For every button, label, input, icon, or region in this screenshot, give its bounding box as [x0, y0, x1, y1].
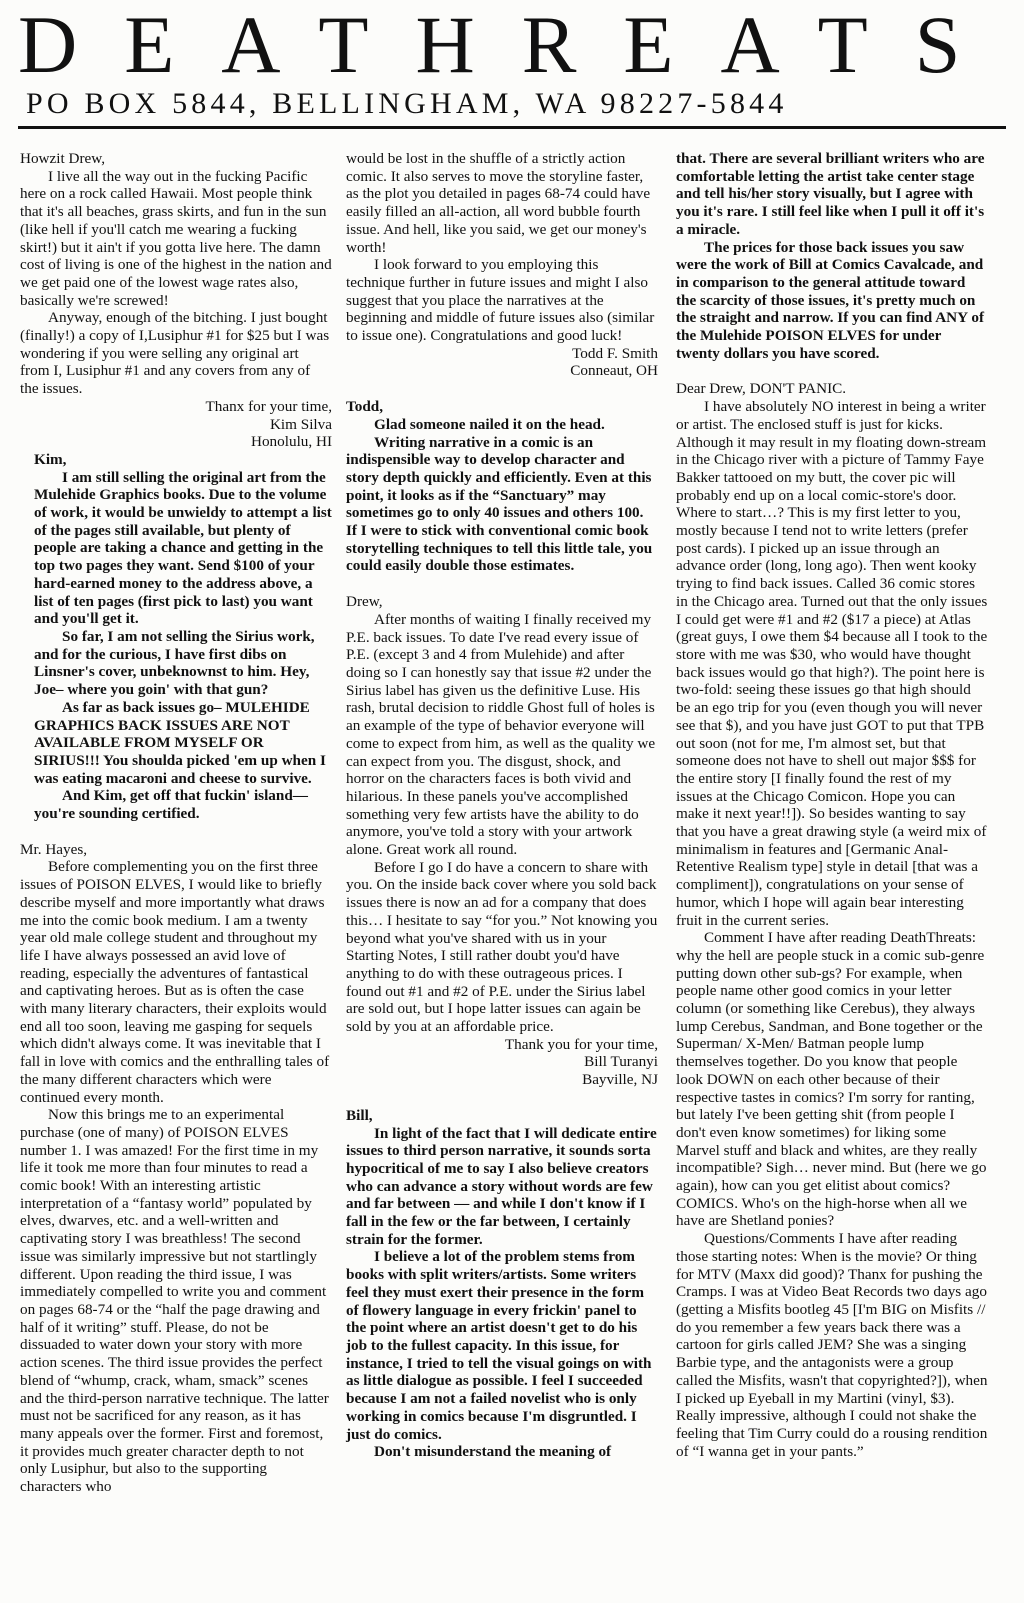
response-paragraph: The prices for those back issues you saw were the work of Bill at Comics Cavalcade, and in comparison to the general attitude toward the scarcity of those issues, it's pretty much on the straight and narrow. If you can find ANY of the Mulehide POISON ELVES for under twenty dollars you have scored.: [676, 238, 984, 362]
letter-paragraph: Questions/Comments I have after reading those starting notes: When is the movie? Or thing for MTV (Maxx did good)? Thanx for pushing the Cramps. I was at Video Beat Records two days ago (getting a Misfits bootleg 45 [I'm BIG on Misfits // do you remember a few years back there was a cartoon for girls called JEM? She was a singing Barbie type, and the antagonists were a group called the Misfits, wasn't that copyrighted?]), when I picked up Eyeball in my Martini (vinyl, $3). Really impressive, although I could not shake the feeling that Tim Curry could do a rousing rendition of “I wanna get in your pants.”: [676, 1230, 988, 1460]
editor-response: [346, 398, 658, 575]
letter-paragraph: Comment I have after reading DeathThreats: why the hell are people stuck in a comic sub-genre putting down other sub-gs? For example, when people name other good comics in your letter column (or something like Cerebus), they always lump Cerebus, Sandman, and Bone together or the Superman/ X-Men/ Batman people lump themselves together. Do you know that people look DOWN on each other because of their respective tastes in comics? I'm sorry for ranting, but lately I've been getting shit (from people I don't even know sometimes) for liking some Marvel stuff and black and whites, are they really incompatible? Sigh… never mind. But (here we go again), how can you get elitist about comics? COMICS. Who's on the high-horse when all we have are Shetland ponies?: [676, 929, 987, 1230]
letter-signature: Kim Silva: [269, 415, 332, 433]
letter-signature: Bill Turanyi: [584, 1053, 658, 1071]
letter-paragraph: I have absolutely NO interest in being a writer or artist. The enclosed stuff is just for kicks. Although it may result in my floating down-stream in the Chicago river with a picture of Tammy Faye Bakker tattooed on my butt, the cover pic will probably end up on a local comic-store's door. Where to start…? This is my first letter to you, mostly because I tend not to write letters (prefer post cards). I picked up an issue through an advance order (long, long ago). Then went kooky trying to find back issues. Called 36 comic stores in the Chicago area. Turned out that the only issues I could get were #1 and #2 ($17 a piece) at Atlas (great guys, I owe them $4 because all I took to the store with me was $30, who would have thought back issues would go that high?). The point here is two-fold: seeing these issues go that high should be an ego trip for you (even though you will never see that $), and you have just GOT to put that TPB out soon (not for me, I'm almost set, but that someone does not have to shell out major $$$ for the entire story [I finally found the rest of my issues at the Chicago Comicon. Hope you can make it next year!!]). So besides wanting to say that you have a great drawing style (a weird mix of minimalism in features and [Germanic Anal-Retentive Realism type] style in detail [that was a compliment]), congratulations on your sense of humor, which I hope will again bear interesting fruit in the current series.: [676, 398, 988, 929]
masthead-rule: [18, 126, 1006, 129]
letter-signoff: Thank you for your time,: [504, 1035, 658, 1053]
editor-response: [34, 451, 332, 823]
response-paragraph: Glad someone nailed it on the head.: [374, 415, 605, 433]
response-paragraph: In light of the fact that I will dedicate entire issues to third person narrative, it sounds sorta hypocritical of me to say I also believe creators who can advance a story without words are few and far between — and while I don't know if I fall in the few or the far between, I certainly strain for the former.: [346, 1124, 657, 1248]
column-2: [346, 150, 658, 1461]
letter-salutation: Dear Drew, DON'T PANIC.: [676, 380, 847, 398]
response-salutation: Todd,: [346, 398, 384, 416]
response-salutation: Bill,: [346, 1106, 373, 1124]
masthead-address: PO BOX 5844, BELLINGHAM, WA 98227-5844: [26, 87, 788, 120]
response-paragraph: And Kim, get off that fuckin' island— you're sounding certified.: [34, 787, 308, 823]
response-paragraph: I believe a lot of the problem stems from books with split writers/artists. Some writers feel they must exert their presence in the form of flowery language in every frickin' panel to the point where an artist doesn't get to do his job to the fullest capacity. In this issue, for instance, I tried to tell the visual goings on with as little dialogue as possible. I feel I succeeded because I am not a failed novelist who is only working in comics because I'm disgruntled. I just do comics.: [346, 1248, 652, 1443]
column-1: [20, 150, 332, 1496]
letter-salutation: Drew,: [346, 593, 383, 611]
letter-paragraph: would be lost in the shuffle of a strictly action comic. It also serves to move the storyline faster, as the plot you detailed in pages 68-74 could have easily filled an all-action, all word bubble fourth issue. And hell, like you said, we get our money's worth!: [346, 150, 651, 256]
letter-paragraph: Anyway, enough of the bitching. I just bought (finally!) a copy of I,Lusiphur #1 for $25 but I was wondering if you were selling any original art from I, Lusiphur #1 and any covers from any of the issues.: [20, 309, 330, 398]
letter-location: Conneaut, OH: [570, 362, 658, 380]
editor-response: [676, 150, 988, 362]
letter-paragraph: Before I go I do have a concern to share with you. On the inside back cover where you sold back issues there is now an ad for a company that does this… I hesitate to say “for you.” Not knowing you beyond what you've shared with us in your Starting Notes, I still rather doubt you'd have anything to do with these outrageous prices. I found out #1 and #2 of P.E. under the Sirius label are sold out, but I hope latter issues can again be sold by you at an affordable price.: [346, 858, 658, 1036]
response-paragraph: that. There are several brilliant writers who are comfortable letting the artist take center stage and tell his/her story visually, but I agree with you it's rare. I still feel like when I pull it off it's a miracle.: [676, 150, 985, 238]
letter-signature: Todd F. Smith: [572, 344, 658, 362]
letter-paragraph: After months of waiting I finally received my P.E. back issues. To date I've read every issue of P.E. (except 3 and 4 from Mulehide) and after doing so I can honestly say that issue #2 under the Sirius label has given us the definitive Luse. His rash, brutal decision to riddle Ghost full of holes is an example of the type of behavior everyone will come to expect from him, as well as the quality we can expect from you. The disgust, shock, and horror on the characters faces is both vivid and hilarious. In these panels you've accomplished something very few artists have the ability to do anymore, you've told a story with your artwork alone. Great work all round.: [346, 610, 656, 859]
letter-paragraph: I look forward to you employing this technique further in future issues and might I also suggest that you place the narratives at the beginning and middle of future issues also (similar to issue one). Congratulations and good luck!: [346, 256, 655, 345]
letter-signoff: Thanx for your time,: [205, 397, 332, 415]
letter-paragraph: Now this brings me to an experimental purchase (one of many) of POISON ELVES number 1. I was amazed! For the first time in my life it took me more than four minutes to read a comic book! With an interesting artistic interpretation of a “fantasy world” populated by elves, dwarves, etc. and a well-written and captivating story I was breathless! The second issue was similarly impressive but not startlingly different. Upon reading the third issue, I was immediately compelled to write you and comment on pages 68-74 or the “half the page drawing and half of it writing” stuff. Please, do not be dissuaded to water down your story with more action scenes. The third issue provides the perfect blend of “whump, crack, wham, smack” scenes and the third-person narrative technique. The latter must not be sacrificed for any reason, as it has many appeals over the former. First and foremost, it provides much greater character depth to not only Lusiphur, but also to the supporting characters who: [20, 1106, 329, 1496]
letter-paragraph: I live all the way out in the fucking Pacific here on a rock called Hawaii. Most people think that it's all beaches, grass skirts, and fun in the sun (like hell if you'll catch me wearing a fucking skirt!) but it ain't if you gotta live here. The damn cost of living is one of the highest in the nation and we get paid one of the lowest wage rates also, basically we're screwed!: [20, 167, 332, 309]
letter-location: Honolulu, HI: [251, 433, 332, 451]
response-salutation: Kim,: [34, 450, 67, 468]
letter-salutation: Howzit Drew,: [20, 150, 106, 167]
response-paragraph: Don't misunderstand the meaning of: [374, 1443, 612, 1461]
column-3: [676, 150, 988, 1460]
response-paragraph: I am still selling the original art from the Mulehide Graphics books. Due to the volume of work, it would be unwieldy to attempt a list of the pages still available, but plenty of people are taking a chance and getting in the top two pages they want. Send $100 of your hard-earned money to the address above, a list of ten pages (first pick to last) you want and you'll get it.: [34, 468, 332, 628]
response-paragraph: So far, I am not selling the Sirius work, and for the curious, I have first dibs on Linsner's cover, unbeknownst to him. Hey, Joe– where you goin' with that gun?: [34, 627, 315, 699]
response-paragraph: Writing narrative in a comic is an indispensible way to develop character and story depth quickly and efficiently. Even at this point, it looks as if the “Sanctuary” may sometimes go to only 40 issues and others 100. If I were to stick with conventional comic book storytelling techniques to tell this little tale, you could easily double those estimates.: [346, 433, 653, 575]
letter-salutation: Mr. Hayes,: [20, 840, 88, 858]
letter-paragraph: Before complementing you on the first three issues of POISON ELVES, I would like to briefly describe myself and more importantly what draws me into the comic book medium. I am a twenty year old male college student and throughout my life I have always possessed an avid love of reading, especially the adventures of fantastical and captivating heroes. But as is often the case with many literary characters, their exploits would end all too soon, leaving me gasping for sequels which didn't always come. It was inevitable that I fall in love with comics and the enthralling tales of the many different characters which were continued every month.: [20, 858, 330, 1106]
response-paragraph: As far as back issues go– MULEHIDE GRAPHICS BACK ISSUES ARE NOT AVAILABLE FROM MYSELF OR SIRIUS!!! You shoulda picked 'em up when I was eating macaroni and cheese to survive.: [34, 698, 326, 787]
editor-response: [346, 1107, 658, 1461]
masthead-title: DEATHREATS: [18, 0, 1008, 90]
letter-location: Bayville, NJ: [582, 1071, 658, 1089]
